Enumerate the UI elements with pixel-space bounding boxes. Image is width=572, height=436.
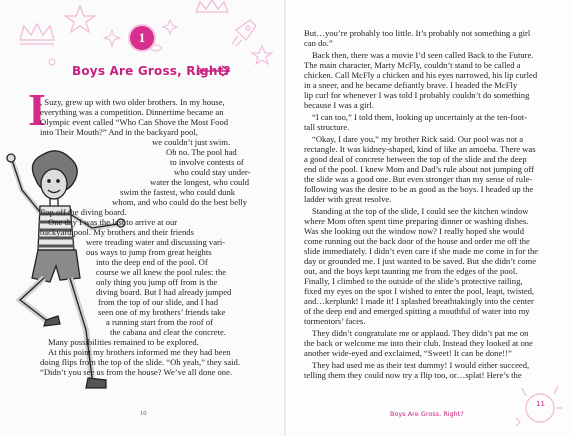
text-line: come running out the back door of the house and order me off the [304, 236, 530, 246]
text-line: Standing at the top of the slide, I could see the kitchen window [312, 206, 529, 216]
text-line: The main character, Marty McFly, couldn’t stand to be called a [304, 60, 521, 70]
text-line: , Suzy, grew up with two older brothers. In my house, [40, 97, 225, 107]
text-line: of the deep end and emerged spitting a mouthful of water into my [304, 306, 530, 316]
text-line: Oh no. The pool had [166, 147, 237, 157]
text-line: swim the fastest, who could dunk [120, 187, 236, 197]
star-icon [65, 6, 95, 32]
text-line: telling them they could now try a flip too, or…splat! Here’s the [304, 370, 522, 380]
text-line: doing flips from the top of the slide. “Oh yeah,” they said. [40, 357, 240, 367]
text-line: were treading water and discussing vari- [86, 237, 226, 247]
text-line: One day I was the last to arrive at our [48, 217, 178, 227]
text-line: ladder with great resolve. [304, 194, 392, 204]
text-line: ous ways to jump from great heights [86, 247, 212, 257]
text-line: into Their Mouth?” And in the backyard pool, [40, 127, 198, 137]
right-page-number: 11 [536, 400, 545, 408]
text-line: because I was a girl. [304, 100, 374, 110]
text-line: At this point my brothers informed me they had been [48, 347, 231, 357]
text-line: course we all knew the pool rules: the [96, 267, 227, 277]
text-line: diving board. But I had already jumped [96, 287, 232, 297]
text-line: the back or welcome me into their club. Instead they looked at one [304, 338, 533, 348]
text-line: can do.” [304, 38, 333, 48]
text-line: and…kerplunk! I made it! I splashed breathtakingly into the center [304, 296, 534, 306]
text-line: Olympic event called “Who Can Shove the Most Food [40, 117, 229, 127]
text-line: another wide-eyed and exclaimed, “Sweet! It can be done!!” [304, 348, 512, 358]
text-line: Many possibilities remained to be explored. [48, 337, 199, 347]
text-line: Back then, there was a movie I’d seen called Back to the Future. [312, 50, 534, 60]
text-line: “I can too,” I told them, looking up uncertainly at the ten-foot- [312, 112, 528, 122]
text-line: to involve contests of [170, 157, 244, 167]
right-page [286, 0, 572, 436]
text-line: They had used me as their test dummy! I would either succeed, [312, 360, 530, 370]
text-line: only thing you jump off from is the [96, 277, 218, 287]
star-icon [252, 46, 272, 64]
text-line: They didn’t congratulate me or applaud. They didn’t pat me on [312, 328, 529, 338]
text-line: rectangle. It was kidney-shaped, kind of like an amoeba. There was [304, 144, 536, 154]
chapter-title: Boys Are Gross, Right? [72, 64, 231, 78]
text-line: tormentors’ faces. [304, 316, 366, 326]
text-line: “Didn’t you see us from the house? We’ve all done one. [40, 367, 233, 377]
text-line: tall structure. [304, 122, 350, 132]
text-line: backyard pool. My brothers and their friends [40, 227, 194, 237]
text-line: a running start from the roof of [106, 317, 213, 327]
text-line: out, and the boys kept taunting me from the edges of the pool. [304, 266, 518, 276]
text-line: end of the pool. I knew Mom and Dad’s rule about not jumping off [304, 164, 534, 174]
chapter-number-badge: 1 [130, 26, 154, 50]
text-line: we couldn’t just swim. [152, 137, 231, 147]
crown-icon [196, 0, 228, 12]
text-line: whom, and who could do the best belly [112, 197, 248, 207]
rocket-icon [232, 20, 256, 46]
text-line: water the longest, who could [150, 177, 250, 187]
text-line: slide immediately. I didn’t even care if she made me come in for the [304, 246, 539, 256]
text-line: Finally, I climbed to the outside of the slide’s protective railing, [304, 276, 523, 286]
text-line: following was the desire to be as good as the boys. I headed up the [304, 184, 534, 194]
text-line: the cabana and clear the concrete. [110, 327, 226, 337]
text-line: flop off the diving board. [40, 207, 127, 217]
text-line: day or grounded me. I just wanted to be saved. But she didn’t come [304, 256, 537, 266]
left-page-number: 10 [140, 410, 147, 417]
text-line: everything was a competition. Dinnertime became an [40, 107, 224, 117]
text-line: where Mom often spent time preparing dinner or washing dishes. [304, 216, 529, 226]
text-line: into the deep end of the pool. Of [96, 257, 208, 267]
text-line: Was she looking out the window now? I really hoped she would [304, 226, 525, 236]
crown-icon [20, 24, 54, 44]
text-line: in a sneer, and he became defiantly brave. I headed the McFly [304, 80, 518, 90]
text-line: seen one of my brothers’ friends take [98, 307, 226, 317]
text-line: chicken. Call McFly a chicken and his eyes narrowed, his lip curled [304, 70, 538, 80]
text-line: who could stay under- [174, 167, 251, 177]
arrow-icon [196, 64, 234, 78]
text-line: the slide was a good one. But even stronger than my sense of rule- [304, 174, 533, 184]
text-line: “Okay, I dare you,” my brother Rick said. Our pool was not a [312, 134, 524, 144]
text-line: a good deal of concrete between the top of the slide and the deep [304, 154, 527, 164]
text-line: But…you’re probably too little. It’s probably not something a girl [304, 28, 531, 38]
running-head: Boys Are Gross, Right? [390, 410, 464, 418]
text-line: lip curl for whenever I was told I probably couldn’t do something [304, 90, 530, 100]
text-line: from the top of our slide, and I had [98, 297, 219, 307]
text-line: fixed my eyes on the spot I wished to enter the pool, leapt, twisted, [304, 286, 535, 296]
drop-cap: I [28, 84, 46, 135]
